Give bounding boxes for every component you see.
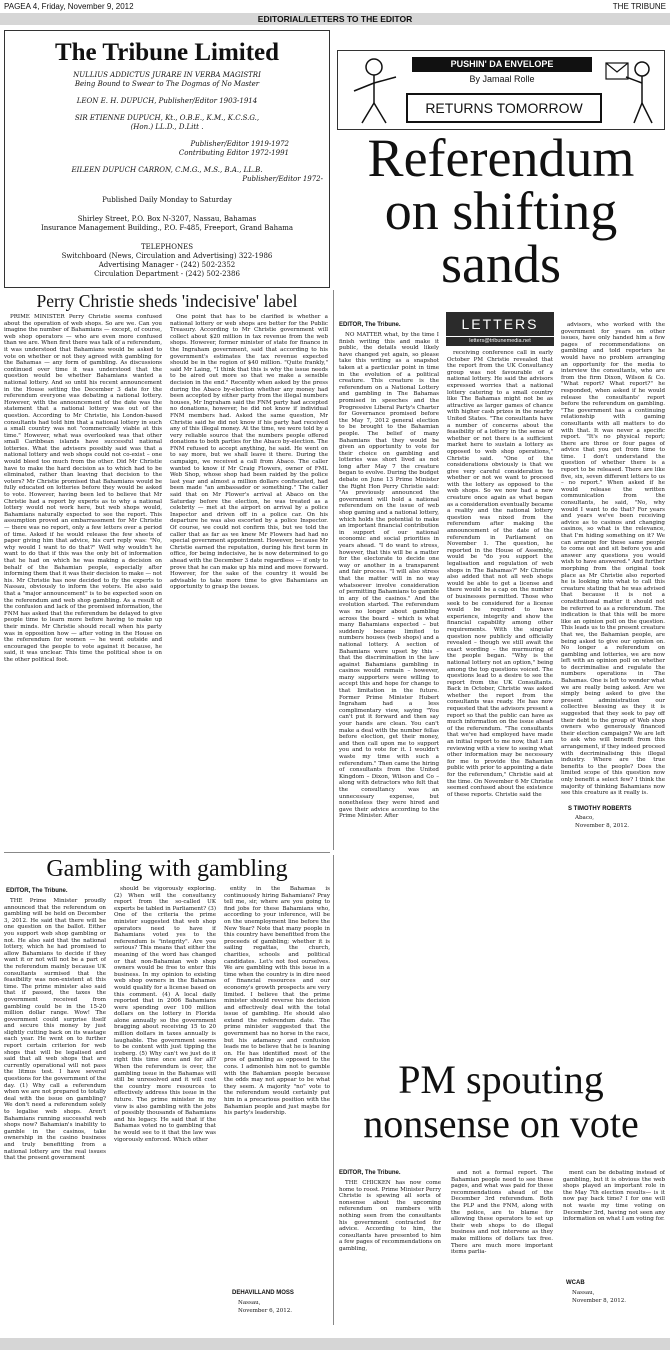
- wcab-place: Nassau,: [572, 1290, 595, 1296]
- footer-bar: [0, 1338, 670, 1350]
- roberts-place: Abaco,: [575, 815, 595, 821]
- tribune-box: [4, 30, 330, 288]
- gambling-headline: Gambling with gambling: [46, 856, 288, 882]
- referendum-headline-line3: sands: [441, 234, 561, 294]
- tel-switchboard: Switchboard (News, Circulation and Advertising) 322-1986: [61, 252, 273, 260]
- founder: LEON E. H. DUPUCH, Publisher/Editor 1903-1914: [76, 97, 258, 105]
- cartoon-figure-left-icon: [344, 55, 404, 127]
- referendum-text-3: advisors, who worked with the government for years on other issues, have only handed him a few pages of recommendations on gambling and told reporters he would have no problem arranging an opportunity for the media to interview the consultants, who are from the firm Dixon, Wilson & Co. "What report? What report?" he responded, when asked if he would release the consultants' report before the referendum on gambling. "The government has a continuing relationship with gaming consultants with all matters to do with that. It was never a specific report. "It's no physical report; there are three or four pages of advice that you get from time to time. I don't understand the question of whether there is a report to be released. There are like five, six, seven different letters to us – no report." When asked if he would release the written communication from the consultants, he said, "No, why would I want to do that? For years and years we've been receiving advice as to casinos and changing casinos, so what is the relevance, that I'm hiding something on it? We can arrange for these same people to come out and sit before you and answer any questions you would wish to have answered." And further morphing from the original took place as Mr Christie also reported he is looking into what to call this creature stating that he was advised that because it is not a constitutional matter it should not be referred to as a referendum. The indication is that this will be more like an opinion poll on the question. This leads us to the present creature that we, the Bahamian people, are being asked to give our opinion on. No longer a referendum on gambling and lotteries, we are now left with an opinion poll on whether to decriminalise and regulate the numbers operations in The Bahamas. One is left to wonder what we are really being asked. Are we simply being asked to give the present administration our collective blessing as they it is suggested that they seek to pay off their debt to the group of Web shop owners who generously financed their election campaign? We are left to ask who will benefit from this arrangement, if they indeed proceed with decriminalising this illegal industry. Where are the true benefits to the people? Does the limited scope of this question now only benefit a select few? I think the majority of thinking Bahamians now see this creature as it really is.: [561, 322, 665, 797]
- tribune-title: The Tribune Limited: [54, 39, 280, 66]
- page-dateline: PAGEA 4, Friday, November 9, 2012: [4, 2, 134, 11]
- christie-column-2: [170, 314, 328, 849]
- gambling-column-2: [114, 886, 216, 1324]
- christie-text-2: One point that has to be clarified is whether a national lottery or web shops are better for the Public Treasury. According to Mr Christie government will collect about $20 million in tax revenue from the web shops. However, former minister of state for finance in the Ingraham government, said that according to his government's estimates the tax revenue expected should be in the region of $40 million. "Quite frankly," said Mr Laing, "I think that this is why the issue needs to be aired out more so that we make a sensible decision in the end." Recently when asked by the press during the Abaco by-election whether any money had been accepted by either party from the illegal numbers houses, Mr Ingraham said the FNM party had accepted no donations, however, he did not know if individual FNM members had. Asked the same question, Mr Christie said he did not know if his party had received any of this illegal money. At the time, we were told by a very reliable source that the numbers people offered donations to both parties for the Abaco by-election. The FNM refused to accept anything, he said. He went on to say more, but we shall leave it there. During the campaign, we received a call from Abaco. The caller wanted to know if Mr Craig Flowers, owner of FML Web Shop, whose shop had been raided by the police last year and almost a million dollars confiscated, had been made "an ambassador or something." The caller said that on Mr Flower's arrival at Abaco on the Saturday before the election, he was treated as a celebrity — met at the airport on arrival by a police Inspector and driven off in a police car. On his departure he was also escorted by a police Inspector. Of course, we could not confirm this, but we told the caller that as far as we knew Mr Flowers had had no special government appointment. However, because Mr Christie earned the reputation, during his first term in office, for being indecisive, he is now determined to go ahead with the December 3 date regardless — if only to prove that he can make up his mind and move forward. However, for the sake of the country it would be advisable to take more time to give Bahamians an opportunity to grasp the issues.: [170, 314, 328, 591]
- etienne-name: SIR ETIENNE DUPUCH, Kt., O.B.E., K.M., K.C.S.G.,: [74, 114, 260, 122]
- gambling-column-1: [4, 898, 106, 1324]
- pm-salutation: EDITOR, The Tribune.: [339, 1170, 401, 1176]
- pm-headline-line2: nonsense on vote: [363, 1101, 639, 1146]
- address-nassau: Shirley Street, P.O. Box N-3207, Nassau, Bahamas: [77, 215, 257, 223]
- pm-text-1: THE CHICKEN has now come home to roost. Prime Minister Perry Christie is spewing all sorts of nonsense about the upcoming referendum on numbers with nothing seen from the consultants his government contracted for advice. According to him, the consultants have presented to him a few pages of recommendations on gambling,: [339, 1180, 441, 1252]
- pm-headline-line1: PM spouting: [398, 1057, 604, 1102]
- cartoon-envelope-icon: [600, 55, 660, 127]
- etienne-honours: (Hon.) LL.D., D.Litt .: [130, 123, 204, 131]
- gambling-text-1: THE Prime Minister proudly announced that the referendum on gambling will be held on December 3, 2012. He said that there will be one question on the ballot. Either you support web shop gambling or not. He also said that the national lottery, which he had promised to allow Bahamians to decide if they want it or not will not be a part of the referendum mainly because UK consultants surmised that the feasibility was non-existent at this time. The prime minister also said that if passed, the taxes the government received from gambling could be in the 15-20 million dollar range. Wow! The government could surprise itself and secure this money by just slightly cutting back on its wastage each year. He went on to further report certain criterion for web shops that will be legalised and said that all web shops that are currently operational will not pass the litmus test. I have several questions for the government of the day. (1) Why call a referendum when we are not prepared to totally deal with the issue on gambling? We don't need a referendum solely to legalise web shops. Aren't Bahamians running successful web shops now? Bahamian's inability to gamble in the casinos, take ownership in the casino business and truly benefitting from a national lottery are the real issues that the present government: [4, 898, 106, 1162]
- address-freeport: Insurance Management Building., P.O. F-485, Freeport, Grand Bahama: [40, 224, 294, 232]
- pushin-title: PUSHIN' DA ENVELOPE: [412, 57, 592, 72]
- gambling-text-2: should be vigorously exploring. (2) When will the consultancy report from the so-called UK experts be tabled in Parliament? (3) One of the criteria the prime minister suggested that web shop operators need to have if Bahamians voted yes to the referendum is "integrity". Are you serious? This means that either the meaning of the word has changed or that non-Bahamian web shop owners would be free to enter this business. In my opinion to existing web shop owners in the Bahamas would qualify for a license based on this comment. (4) A local daily reported that in 2006 Bahamians were spending over 100 million dollars on the lottery in Florida alone annually so the government bragging about receiving 15 to 20 million dollars in taxes annually is laughable. The government seems to be content with just tipping the iceberg. (5) Why can't we just do it right this time once and for all? When the referendum is over, the gambling issue in the Bahamas will still be unresolved and it will cost the country more resources to effectively address this issue in the future. The prime minister in my view is also gambling with the jobs of possibly thousands of Bahamians and his legacy. He said that if the Bahamas voted no to gambling that he would see to it that the law was vigorously enforced. Which other: [114, 886, 216, 1143]
- published-daily: Published Daily Monday to Saturday: [102, 196, 232, 204]
- tel-advertising: Advertising Manager - (242) 502-2352: [98, 261, 236, 269]
- referendum-text-2: receiving conference call in early October PM Christie revealed that the report from the UK Consultancy group was not favourable of a national lottery. He said the advisors expressed worries that a national lottery catering to a small country like The Bahamas might not be as attractive as larger games of chance with higher cash prizes in the nearby United States. "The consultants have a number of concerns about the feasibility of a lottery in the sense of whether or not there is a sufficient market here to sustain a lottery as opposed to web shop operations," Christie said. "One of the considerations obviously is that we give very careful consideration to whether or not we want to proceed with the lottery as opposed to the web shops. So we now had a new creature once again as what began as a consideration eventually became a reality and the national lottery question was nixed from the referendum after making the announcement of the date of the referendum in Parliament on November 1. The question, he reported in the House of Assembly, would be "do you support the legalisation and regulation of web shops in The Bahamas?" Mr Christie also added that not all web shops would be able to get a license and there would be a cap on the number of businesses permitted. Those who seek to be considered for a license would be required to have experience, integrity and show the financial capability among other requirements. With the singular question now publicly and officially revealed – though we still await the exact wording – the murmuring of the people began. "Why is the national lottery not an option," being among the top questions voiced. The questions lead to a desire to see the report from the UK Consultants. Back in October, Christie was asked whether the report from the consultants was ready. He has now requested that the advisors present a report so that the public can have as much information on the issue ahead of the referendum. "The consultants that we've had employed have made an initial report to me now, that I am reviewing with a view to seeing what other information may be necessary for me to provide the Bahamian public with prior to appointing a date for the referendum," Christie said at the time. On November 6 Mr Christie seemed confused about the existence of these reports. Christie said the: [447, 350, 553, 798]
- pushin-byline: By Jamaal Rolle: [469, 74, 535, 84]
- motto: NULLIUS ADDICTUS JURARE IN VERBA MAGISTRI: [73, 71, 261, 79]
- eileen-publisher: Publisher/Editor 1972-: [242, 175, 323, 183]
- referendum-headline-line1: Referendum: [367, 128, 635, 188]
- pushin-box: [337, 50, 665, 130]
- paper-name: THE TRIBUNE: [612, 2, 666, 11]
- eileen-name: EILEEN DUPUCH CARRON, C.M.G., M.S., B.A., LL.B.: [71, 166, 263, 174]
- christie-column-1: [4, 314, 162, 849]
- referendum-text-1: NO MATTER what, by the time I finish writing this and make it public, the details would likely have changed yet again, so please take this writing as a snapshot taken at a particular point in time in the evolution of a political creature. This creature is the referendum on a National Lottery and gambling in The Bahamas promised in speeches and the Progressive Liberal Party's Charter for Governance promised before the May 7, 2012 general election to be brought to the Bahamian people. The belief of many Bahamians that they would be given an opportunity to vote for their choice on gambling and lotteries was short lived as not long after May 7 the creature began to evolve. During the budget debate on June 13 Prime Minister the Right Hon Perry Christie said: "As previously announced the government will hold a national referendum on the issue of web shop gaming and a national lottery, which holds the potential to make an important financial contribution in support of our national economic and social priorities in years ahead. "I do want to stress, however, that this will be a matter for the electorate to decide one way or another in a transparent and fair process. "I will also stress that the matter will in no way whatsoever involve consideration of permitting Bahamians to gamble in any of the casinos." And the evolution started. The referendum was no longer about gambling across the board – which is what many Bahamians expected – but suddenly became limited to numbers houses (web shops) and a national lottery. A section of Bahamians were upset by this – that the discrimination in the law against Bahamians gambling in casinos would remain – however, many supporters were willing to accept this and hope for change to that limitation in the future. Former Prime Minister Hubert Ingraham had a less complimentary view, saying "You can't put it forward and then say your hands are clean. You can't make a deal with the number fellas before election, get their money, and then call upon me to support you and to vote for it. I wouldn't waste my time with such a referendum." Then came the hiring of consultants from the United Kingdom – Dixon, Wilson and Co – along with detractors who felt that the consultancy was an unnecessary expense, but nonetheless they were hired and gave their advice according to the Prime Minister. After: [339, 332, 439, 820]
- pm-column-1: [339, 1180, 441, 1325]
- referendum-salutation: EDITOR, The Tribune.: [339, 322, 401, 328]
- referendum-column-1: [339, 332, 439, 852]
- roberts-date: November 8, 2012.: [575, 823, 630, 829]
- pm-text-2: and not a formal report. The Bahamian people need to see these pages, and what was paid for these recommendations ahead of the December 3rd referendum. Both the PLP and the FNM, along with the police, are to blame for allowing these operators to set up their web shops to do illegal business and not intervene as they make millions of dollars tax free. There are much more important items parlia-: [451, 1170, 553, 1256]
- returns-tomorrow: RETURNS TOMORROW: [406, 93, 602, 123]
- etienne-contributing: Contributing Editor 1972-1991: [178, 149, 289, 157]
- wcab-date: November 8, 2012.: [572, 1298, 627, 1304]
- referendum-column-3: [561, 322, 665, 799]
- gambling-salutation: EDITOR, The Tribune.: [6, 888, 68, 894]
- pm-column-2: [451, 1170, 553, 1325]
- wcab-signature: WCAB: [566, 1280, 585, 1286]
- moss-date: November 6, 2012.: [238, 1308, 293, 1314]
- moss-signature: DEHAVILLAND MOSS: [232, 1290, 294, 1296]
- referendum-headline: [337, 128, 665, 294]
- gambling-column-3: [224, 886, 330, 1286]
- section-bar: [0, 13, 670, 25]
- telephones-head: TELEPHONES: [140, 243, 194, 251]
- pm-headline: [337, 1058, 665, 1146]
- referendum-column-2: [447, 350, 553, 850]
- moss-place: Nassau,: [238, 1300, 261, 1306]
- pm-text-3: ment can be debating instead of gambling, but it is obvious the web shops played an important role in the May 7th election results— is it now pay back time? I for one will not waste my time voting on December 3rd, having not seen any information on what I am voting for.: [563, 1170, 665, 1223]
- etienne-publisher: Publisher/Editor 1919-1972: [190, 140, 289, 148]
- section-title: EDITORIAL/LETTERS TO THE EDITOR: [257, 14, 413, 24]
- roberts-signature: S TIMOTHY ROBERTS: [568, 806, 632, 812]
- gambling-text-3: entity in the Bahamas is continuously hiring Bahamians? Pray tell me, sir, where are you going to find jobs for these Bahamians who, according to your inference, will be on the unemployment line before the New Year? Note that many people in this country have benefitted from the proceeds of gambling; whether it is sailing regattas, the church, charities, schools and political candidates. Let's not fool ourselves. We are gambling with this issue in a time when the country is in dire need of financial resources and our economy's growth prospects are very limited. I believe that the prime minister should reverse his decision and effectively deal with the total issue of gambling. He should also extend the referendum date. The prime minister suggested that the government has no horse in the race, but his adamancy and confusion leads me to believe that he is leaning on. He has identified most of the pros of gambling as opposed to the cons. I admonish him not to gamble with the Bahamian people because the odds may not appear to be what they seem. A majority "no" vote to the referendum would certainly put him in a precarious position with the Bahamian people and just maybe for his party's leadership.: [224, 886, 330, 1117]
- letters-banner: LETTERS: [446, 312, 554, 336]
- tel-circulation: Circulation Department - (242) 502-2386: [94, 270, 240, 278]
- motto-translation: Being Bound to Swear to The Dogmas of No Master: [74, 80, 260, 88]
- letters-email[interactable]: letters@tribunemedia.net: [446, 337, 554, 346]
- christie-text-1: PRIME MINISTER Perry Christie seems confused about the operation of web shops. So are we. Can you imagine the number of Bahamians — except, of course, web shop operators — who are even more confused than we are. When first there was talk of a referendum, it was understood that Bahamians would be asked to vote on whether or not they agreed with gambling for the Bahamas — any form of gambling. As discussions continued over time it was understood that the question would be whether Bahamians wanted a national lottery. And so until his recent announcement in the House setting the December 3 date for the referendum everyone was debating a national lottery. However, with the announcement of the date was the statement that a national lottery was out of the question. According to Mr Christie, his London-based consultants had told him that a national lottery in such a small country was not "commercially viable at this time." However, what was overlooked was that other small Caribbean islands have successful national lotteries. What the advisers possibly said was that a national lottery and web shops could not co-exist – one would bleed too much from the other. Did Mr Christie have to make the hard decision as to which had to be eliminated, rather than leaving that decision to the voters? Mr Christie promised that Bahamians would be fully educated on lotteries before they would be asked to vote. However, having been led to believe that Mr Christie had a report by experts as to why a national lottery would not work here, but web shops would, Bahamians naturally expected to see the report. This assumption proved an embarrassment for Mr Christie — there was no report, only a few letters over a period of time. Asked if he would release the few sheets of paper giving him that advice, his curt reply was: "No, why would I want to do that?" Well why wouldn't he want to do that if this was the only bit of information that he had on which he was making a decision on behalf of the Bahamian people, especially after informing them that it was their decision to make — not his. Mr Christie has now decided to fly the experts to Nassau, obviously to inform the voters. He also said that a "major announcement" is to be expected soon on the referendum and web shop gambling. As a result of the confusion and lack of the promised information, the FNM has asked that the referendum be delayed to give people time to learn more before having to make up their minds. Mr Christie should recall when his party was in opposition how — after voting in the House on the referendum for women — he went outside and encouraged the people to vote against it because, he said, it was unclear. This time the political shoe is on the other political foot.: [4, 314, 162, 663]
- referendum-headline-line2: on shifting: [384, 181, 618, 241]
- christie-headline: Perry Christie sheds 'indecisive' label: [36, 291, 298, 311]
- pm-column-3: [563, 1170, 665, 1274]
